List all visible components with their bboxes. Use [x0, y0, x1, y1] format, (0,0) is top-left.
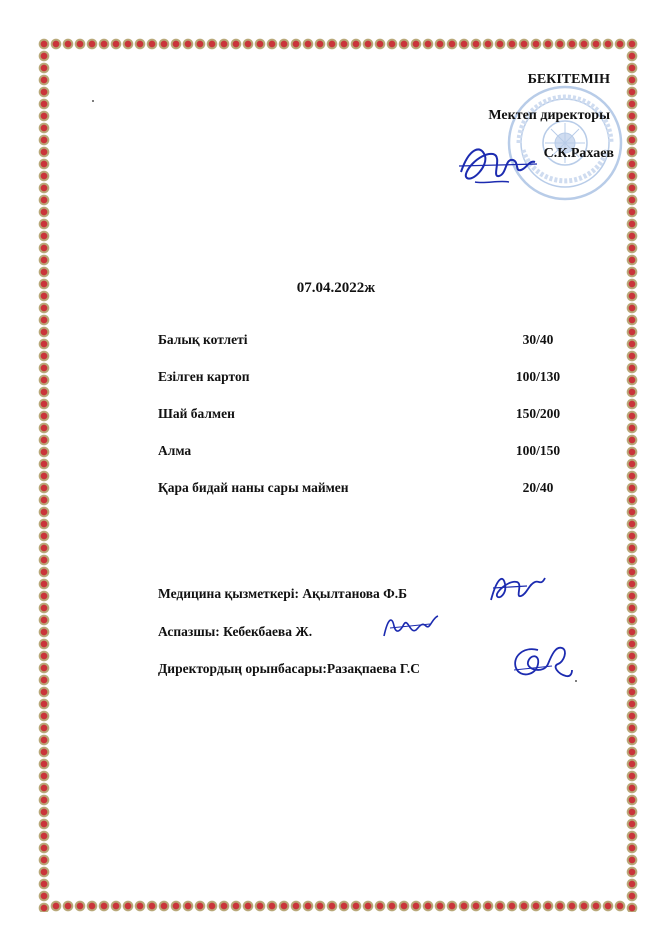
paper-speck [92, 100, 94, 102]
menu-item [158, 443, 578, 480]
menu-item [158, 480, 578, 517]
menu-item-portion: 100/130 [515, 369, 561, 384]
deputy-signature-icon [508, 640, 576, 682]
director-signature-icon [455, 138, 540, 190]
menu-item [158, 332, 578, 369]
menu-item-name: Езілген картоп [158, 369, 250, 384]
menu-item-name: Шай балмен [158, 406, 235, 421]
ornamental-border-left [38, 38, 50, 912]
approval-heading: БЕКІТЕМІН [527, 72, 610, 87]
cook-signature-icon [380, 612, 442, 642]
staff-line-cook: Аспазшы: Кебекбаева Ж. [158, 624, 313, 639]
staff-line-medic: Медицина қызметкері: Ақылтанова Ф.Б [158, 586, 408, 601]
menu-date: 07.04.2022ж [296, 280, 376, 296]
menu-item [158, 369, 578, 406]
ornamental-border-top [38, 38, 638, 50]
menu-item-name: Балық котлеті [158, 332, 248, 347]
menu-item-portion: 100/150 [515, 443, 561, 458]
menu-item-name: Алма [158, 443, 192, 458]
menu-item [158, 406, 578, 443]
ornamental-border-bottom [38, 900, 638, 912]
menu-item-portion: 30/40 [522, 332, 554, 347]
menu-list [158, 332, 578, 517]
director-title: Мектеп директоры [488, 108, 610, 123]
menu-item-portion: 150/200 [515, 406, 561, 421]
menu-item-name: Қара бидай наны сары маймен [158, 480, 349, 495]
medic-signature-icon [487, 570, 549, 606]
paper-speck [575, 680, 577, 682]
ornamental-border-right [626, 38, 638, 912]
staff-line-deputy: Директордың орынбасары:Разақпаева Г.С [158, 661, 421, 676]
menu-item-portion: 20/40 [522, 480, 554, 495]
director-name: С.К.Рахаев [543, 146, 614, 161]
